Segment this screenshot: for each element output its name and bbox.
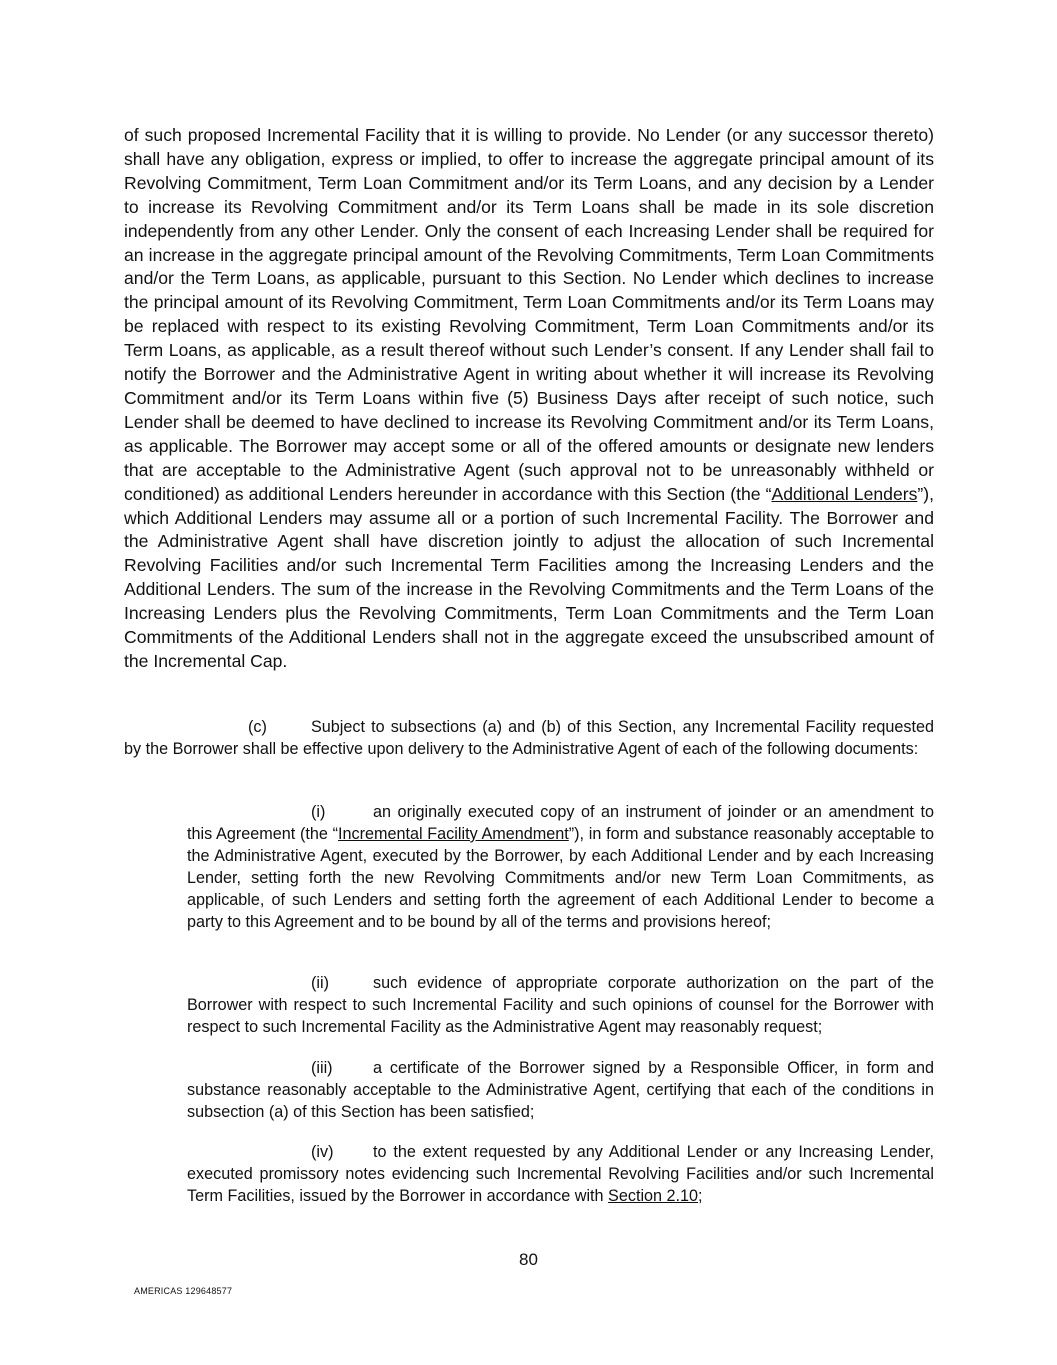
list-item-ii — [187, 972, 934, 1038]
item-iv-text-part2: ; — [698, 1187, 703, 1205]
item-i-text-part2: ”), in form and substance reasonably acceptable to the Administrative Agent, executed by the Borrower, by each Additional Lender and by each Increasing Lender, setting forth the new Revolving Commitments and/or new Term Loan Commitments, as applicable, of such Lenders and setting forth the agreement of each Additional Lender to become a party to this Agreement and to be bound by all of the terms and provisions hereof; — [187, 825, 934, 931]
section-c-marker: (c) — [248, 718, 267, 736]
intro-paragraph — [124, 124, 934, 674]
item-iii-marker: (iii) — [311, 1059, 333, 1077]
item-iv-text-part1: to the extent requested by any Additional Lender or any Increasing Lender, executed promissory notes evidencing such Incremental Revolving Facilities and/or such Incremental Term Facilities, issued by the Borrower in accordance with — [187, 1143, 934, 1205]
item-ii-marker: (ii) — [311, 974, 329, 992]
item-i-text-part1: an originally executed copy of an instrument of joinder or an amendment to this Agreement (the “ — [187, 803, 934, 843]
section-reference-2-10: Section 2.10 — [608, 1187, 699, 1205]
section-c-text: Subject to subsections (a) and (b) of this Section, any Incremental Facility requested by the Borrower shall be effective upon delivery to the Administrative Agent of each of the following documents: — [124, 718, 934, 758]
item-iii-text: a certificate of the Borrower signed by a Responsible Officer, in form and substance reasonably acceptable to the Administrative Agent, certifying that each of the conditions in subsection (a) of this Section has been satisfied; — [187, 1059, 934, 1121]
list-item-i — [187, 801, 934, 933]
item-iv-marker: (iv) — [311, 1143, 334, 1161]
list-item-iii — [187, 1057, 934, 1123]
intro-text-part1: of such proposed Incremental Facility that it is willing to provide. No Lender (or any successor thereto) shall have any obligation, express or implied, to offer to increase the aggregate principal amount of its Revolving Commitment, Term Loan Commitment and/or its Term Loans, and any decision by a Lender to increase its Revolving Commitment and/or its Term Loans shall be made in its sole discretion independently from any other Lender. Only the consent of each Increasing Lender shall be required for an increase in the aggregate principal amount of the Revolving Commitments, Term Loan Commitments and/or the Term Loans, as applicable, pursuant to this Section. No Lender which declines to increase the principal amount of its Revolving Commitment, Term Loan Commitments and/or its Term Loans may be replaced with respect to its existing Revolving Commitment, Term Loan Commitments and/or its Term Loans, as applicable, as a result thereof without such Lender’s consent. If any Lender shall fail to notify the Borrower and the Administrative Agent in writing about whether it will increase its Revolving Commitment and/or its Term Loans within five (5) Business Days after receipt of such notice, such Lender shall be deemed to have declined to increase its Revolving Commitment and/or its Term Loans, as applicable. The Borrower may accept some or all of the offered amounts or designate new lenders that are acceptable to the Administrative Agent (such approval not to be unreasonably withheld or conditioned) as additional Lenders hereunder in accordance with this Section (the “ — [124, 125, 934, 504]
defined-term-additional-lenders: Additional Lenders — [771, 483, 918, 504]
defined-term-incremental-facility-amendment: Incremental Facility Amendment — [337, 825, 569, 843]
section-c-paragraph — [124, 716, 934, 760]
item-i-marker: (i) — [311, 803, 326, 821]
footer-document-id: AMERICAS 129648577 — [134, 1286, 233, 1296]
item-ii-text: such evidence of appropriate corporate authorization on the part of the Borrower with respect to such Incremental Facility and such opinions of counsel for the Borrower with respect to such Incremental Facility as the Administrative Agent may reasonably request; — [187, 974, 934, 1036]
list-item-iv — [187, 1141, 934, 1207]
intro-text-part2: ”), which Additional Lenders may assume all or a portion of such Incremental Facility. The Borrower and the Administrative Agent shall have discretion jointly to adjust the allocation of such Incremental Revolving Facilities and/or such Incremental Term Facilities among the Increasing Lenders and the Additional Lenders. The sum of the increase in the Revolving Commitments and the Term Loans of the Increasing Lenders plus the Revolving Commitments, Term Loan Commitments and the Term Loan Commitments of the Additional Lenders shall not in the aggregate exceed the unsubscribed amount of the Incremental Cap. — [124, 483, 934, 671]
page-number: 80 — [519, 1250, 538, 1269]
